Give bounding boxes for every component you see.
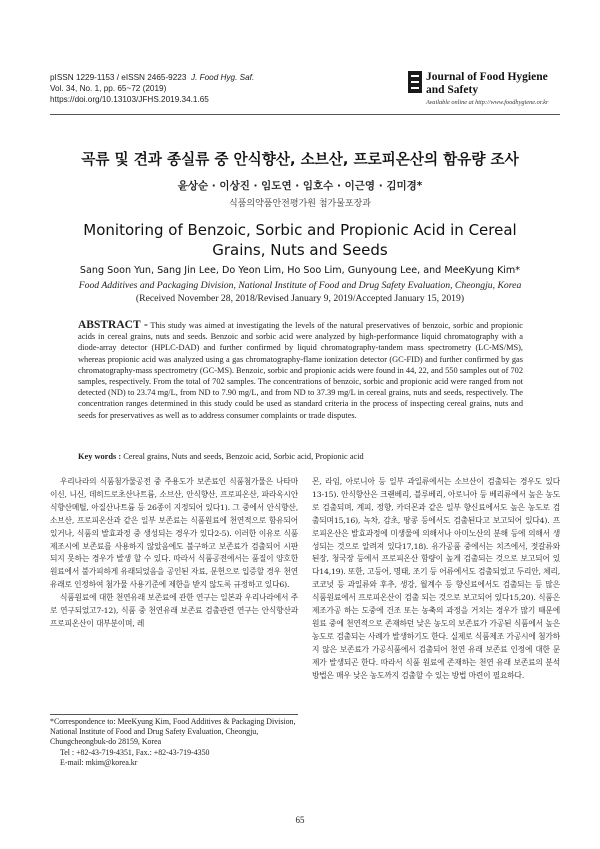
keywords-label: Key words : (78, 452, 122, 461)
korean-authors: 윤상순 · 이상진 · 임도연 · 임호수 · 이근영 · 김미경* (177, 180, 423, 192)
paragraph: 우리나라의 식품첨가물공전 중 주용도가 보존료인 식품첨가물은 나타마이신, 니신, 데히드로초산나트륨, 소브산, 안식향산, 프로피온산, 파라옥시안식향산메틸, 아질산나트륨 등 26종이 지정되어 있다1). 그 중에서 안식향산, 소브산, 프로피온산과 같은 일부 보존료는 식품원료에 천연적으로 함유되어있거나, 식품의 발효과정 중 생성되는 경우가 있다2-5). 이러한 이유로 식품 제조시에 보존료를 사용하지 않았음에도 불구하고 보존료가 검출되어 시판되지 못하는 경우가 발생 할 수 있다. 따라서 식품공전에서는 품질이 양호한 원료에서 불가피하게 유래되었음을 공인된 자료, 문헌으로 입증할 경우 천연유래로 인정하여 첨가물 사용기준에 제한을 받지 않도록 규정하고 있다6). (50, 477, 298, 590)
header-divider (50, 114, 560, 115)
contact-email[interactable]: E-mail: mkim@korea.kr (60, 757, 138, 767)
keywords (78, 452, 523, 461)
journal-abbrev: J. Food Hyg. Saf. (190, 73, 255, 82)
correspondence-footnote (50, 717, 298, 768)
available-online[interactable]: Available online at http://www.foodhygiene.or.kr (426, 99, 549, 106)
received-dates: (Received November 28, 2018/Revised January 9, 2019/Accepted January 15, 2019) (135, 293, 465, 304)
journal-meta (50, 72, 254, 105)
korean-title: 곡류 및 견과 종실류 중 안식향산, 소브산, 프로피온산의 함유량 조사 (81, 151, 519, 168)
journal-logo-icon (408, 71, 422, 93)
english-authors: Sang Soon Yun, Sang Jin Lee, Do Yeon Lim, Ho Soo Lim, Gunyoung Lee, and MeeKyung Kim* (79, 265, 521, 276)
korean-affiliation: 식품의약품안전평가원 첨가물포장과 (229, 199, 371, 209)
abstract-text: This study was aimed at investigating the levels of the natural preservatives of benzoic, sorbic and propionic acids in cereal grains, nuts and seeds. Benzoic and sorbic acid were analyzed by high-performance liquid chromatography with a diode-array detector (HPLC-DAD) and further confirmed by liquid chromatography-tandem mass spectrometry (LC-MS/MS), whereas propionic acid was analyzed using a gas chromatography-flame ionization detector (GC-FID) and further confirmed by gas chromatography-mass spectrometry (GC-MS). Benzoic, sorbic and propionic acids were found in 44, 22, and 550 samples out of 702 samples, respectively. From the total of 702 samples. The concentrations of benzoic, sorbic and propionic acid were ranged from not detected (ND) to 23.74 mg/L, from ND to 7.90 mg/L, and from ND to 37.39 mg/L in cereal grains, nuts and seeds, respectively. The concentration ranges determined in this study could be used as standard criteria in the process of inspecting cereal grains, nuts and seeds for preservatives as well as to address consumer complaints or trade disputes. (78, 321, 524, 420)
issn: pISSN 1229-1153 / eISSN 2465-9223 (50, 73, 187, 82)
contact-phone-fax: Tel : +82-43-719-4351, Fax.: +82-43-719-4350 (60, 747, 210, 757)
correspondence-text: *Correspondence to: MeeKyung Kim, Food Additives & Packaging Division, National Institute of Food and Drug Safety Evaluation, Cheongju, Chungcheongbuk-do 28159, Korea (50, 717, 296, 747)
english-affiliation: Food Additives and Packaging Division, National Institute of Food and Drug Safety Evaluation, Cheongju, Korea (78, 280, 522, 291)
english-title: Monitoring of Benzoic, Sorbic and Propionic Acid in Cereal Grains, Nuts and Seeds (83, 221, 517, 259)
page-number: 65 (295, 815, 305, 825)
paragraph: 식품원료에 대한 천연유래 보존료에 관한 연구는 일본과 우리나라에서 주로 연구되었고7-12), 식품 중 천연유래 보존료 검출관련 연구는 안식향산과 프로피온산이 대부분이며, 레 (50, 593, 298, 628)
doi-link[interactable]: https://doi.org/10.13103/JFHS.2019.34.1.65 (50, 95, 209, 104)
abstract (78, 320, 523, 421)
abstract-label: ABSTRACT - (78, 319, 148, 331)
body-column-right (312, 476, 560, 683)
footnote-divider (50, 714, 298, 715)
journal-title: Journal of Food Hygiene and Safety (426, 71, 548, 96)
paragraph: 몬, 라임, 아로니아 등 일부 과일류에서는 소브산이 검출되는 경우도 있다13-15). 안식향산은 크랜베리, 블루베리, 아로니아 등 베리류에서 높은 농도로 검출되며, 계피, 정향, 카더몬과 같은 일부 향신료에서도 높은 농도로 검출되며15,16), 녹차, 감초, 땅콩 등에서도 검출된다고 보고되어 있다4). 프로피온산은 발효과정에 미생물에 의해서나 아미노산의 분해 등에 의해서 생성되는 것으로 알려져 있다17,18). 유가공품 중에서는 치즈에서, 젓갈류와 된장, 청국장 등에서 프로피온산 함량이 높게 검출되는 것으로 보고되어 있다14,19). 또한, 고등어, 명태, 조기 등 어류에서도 검출되었고 두리안, 체리, 코코넛 등 과일류와 후추, 생강, 월계수 등 향신료에서도 검출되는 등 많은 식품원료에서 프로피온산이 검출 되는 것으로 보고되어 있다15,20). 식품은 제조가공 하는 도중에 건조 또는 농축의 과정을 거치는 경우가 많기 때문에 원료 중에 천연적으로 존재하던 낮은 농도의 보존료가 가공된 식품에서 높은 농도로 검출되는 사례가 발생하기도 한다. 실제로 식품제조 가공시에 첨가하지 않은 보존료가 가공식품에서 검출되어 천연 유래 보존료 인정에 대한 문제가 발생되곤 한다. 따라서 식품 원료에 존재하는 천연 유래 보존료의 분석방법은 매우 낮은 농도까지 검출할 수 있는 방법 마련이 필요하다. (312, 477, 560, 680)
keywords-text: Cereal grains, Nuts and seeds, Benzoic acid, Sorbic acid, Propionic acid (123, 452, 364, 461)
volume-info: Vol. 34, No. 1, pp. 65~72 (2019) (50, 84, 167, 93)
body-column-left (50, 476, 298, 631)
